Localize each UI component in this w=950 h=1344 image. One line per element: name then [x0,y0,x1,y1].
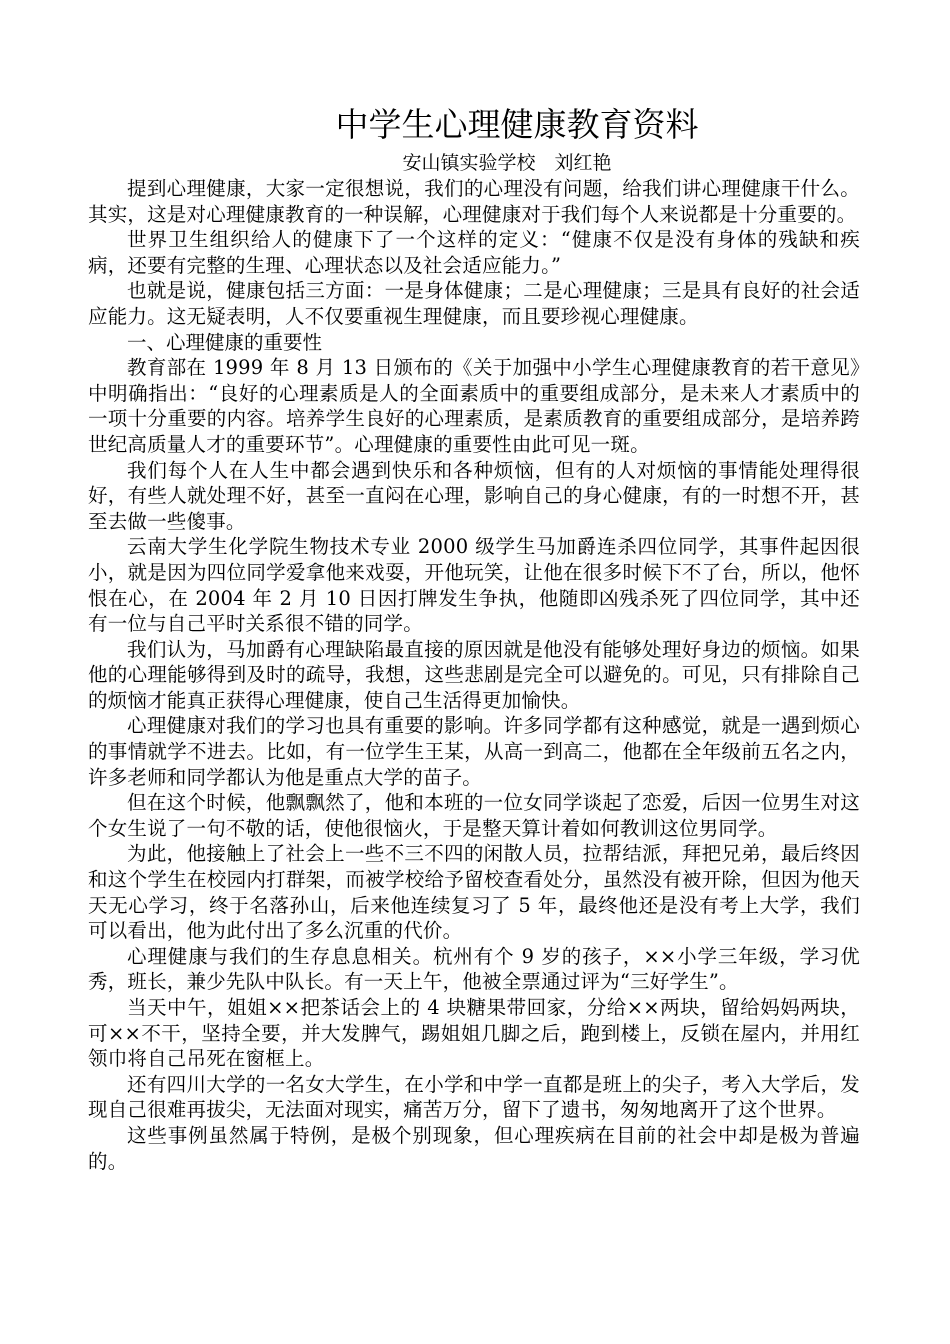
paragraph-intro-1: 提到心理健康，大家一定很想说，我们的心理没有问题，给我们讲心理健康干什么。其实，这是对心理健康教育的一种误解，心理健康对于我们每个人来说都是十分重要的。 [88,177,860,226]
document-byline: 安山镇实验学校 刘红艳 [402,152,612,174]
section-paragraph: 教育部在 1999 年 8 月 13 日颁布的《关于加强中小学生心理健康教育的若干意见》中明确指出：“良好的心理素质是人的全面素质中的重要组成部分，是未来人才素质中的一项十分重要的内容。培养学生良好的心理素质，是素质教育的重要组成部分，是培养跨世纪高质量人才的重要环节”。心理健康的重要性由此可见一斑。 [88,356,860,456]
section-paragraph: 这些事例虽然属于特例，是极个别现象，但心理疾病在目前的社会中却是极为普遍的。 [88,1123,860,1173]
section-paragraph: 为此，他接触上了社会上一些不三不四的闲散人员，拉帮结派，拜把兄弟，最后终因和这个学生在校园内打群架，而被学校给予留校查看处分，虽然没有被开除，但因为他天天无心学习，终于名落孙山，后来他连续复习了 5 年，最终他还是没有考上大学，我们可以看出，他为此付出了多么沉重的代价。 [88,842,860,943]
section-paragraph: 我们认为，马加爵有心理缺陷最直接的原因就是他没有能够处理好身边的烦恼。如果他的心理能够得到及时的疏导，我想，这些悲剧是完全可以避免的。可见，只有排除自己的烦恼才能真正获得心理健康，使自己生活得更加愉快。 [88,637,860,712]
section-paragraph: 云南大学生化学院生物技术专业 2000 级学生马加爵连杀四位同学，其事件起因很小，就是因为四位同学爱拿他来戏耍，开他玩笑，让他在很多时候下不了台，所以，他怀恨在心，在 2004 年 2 月 10 日因打牌发生争执，他随即凶残杀死了四位同学，其中还有一位与自己平时关系很不错的同学。 [88,535,860,636]
section-paragraph: 我们每个人在人生中都会遇到快乐和各种烦恼，但有的人对烦恼的事情能处理得很好，有些人就处理不好，甚至一直闷在心理，影响自己的身心健康，有的一时想不开，甚至去做一些傻事。 [88,458,860,533]
section-paragraph: 当天中午，姐姐××把茶话会上的 4 块糖果带回家，分给××两块，留给妈妈两块，可××不干，坚持全要，并大发脾气，踢姐姐几脚之后，跑到楼上，反锁在屋内，并用红领巾将自己吊死在窗框上。 [88,996,860,1071]
section-paragraph: 但在这个时候，他飘飘然了，他和本班的一位女同学谈起了恋爱，后因一位男生对这个女生说了一句不敬的话，使他很恼火，于是整天算计着如何教训这位男同学。 [88,791,860,840]
section-paragraph: 心理健康与我们的生存息息相关。杭州有个 9 岁的孩子，××小学三年级，学习优秀，班长，兼少先队中队长。有一天上午，他被全票通过评为“三好学生”。 [88,944,860,994]
section-heading: 一、心理健康的重要性 [127,330,323,354]
section-paragraph: 心理健康对我们的学习也具有重要的影响。许多同学都有这种感觉，就是一遇到烦心的事情就学不进去。比如，有一位学生王某，从高一到高二，他都在全年级前五名之内，许多老师和同学都认为他是重点大学的苗子。 [88,714,860,789]
paragraph-intro-3: 也就是说，健康包括三方面：一是身体健康；二是心理健康；三是具有良好的社会适应能力。这无疑表明，人不仅要重视生理健康，而且要珍视心理健康。 [88,279,860,328]
document-page [88,100,860,1174]
document-title: 中学生心理健康教育资料 [335,105,699,144]
paragraph-intro-2: 世界卫生组织给人的健康下了一个这样的定义：“健康不仅是没有身体的残缺和疾病，还要有完整的生理、心理状态以及社会适应能力。” [88,228,860,277]
section-paragraph: 还有四川大学的一名女大学生，在小学和中学一直都是班上的尖子，考入大学后，发现自己很难再拔尖，无法面对现实，痛苦万分，留下了遗书，匆匆地离开了这个世界。 [88,1072,860,1122]
